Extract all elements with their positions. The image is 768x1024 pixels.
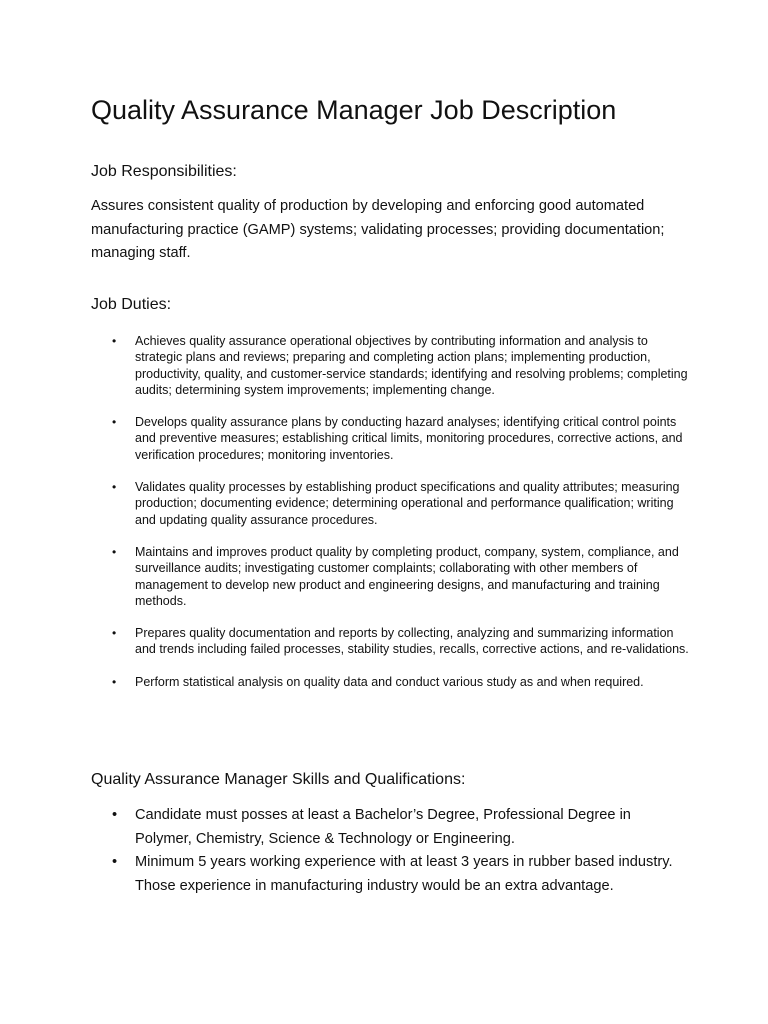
duty-item [91,544,691,609]
duty-item [91,414,691,463]
document-title: Quality Assurance Manager Job Description [91,95,617,125]
skill-text: Candidate must posses at least a Bachelor’s Degree, Professional Degree in Polymer, Chemistry, Science & Technology or Engineering. [135,807,631,847]
duty-text: Achieves quality assurance operational objectives by contributing information and analysis to strategic plans and reviews; preparing and completing action plans; implementing production, productivity, quality, and customer-service standards; identifying and resolving problems; completing audits; determining system improvements; implementing change. [135,334,688,397]
bullet-icon: • [112,480,117,495]
bullet-icon: • [112,544,117,559]
duty-item [91,333,691,398]
duties-heading: Job Duties: [91,296,172,313]
skill-item [91,804,691,851]
duty-item [91,625,691,658]
bullet-icon: • [112,415,117,430]
bullet-icon: • [112,854,118,870]
duty-item [91,674,691,690]
duty-text: Perform statistical analysis on quality data and conduct various study as and when required. [135,674,644,689]
bullet-icon: • [112,334,117,348]
bullet-icon: • [112,807,118,823]
duties-list [91,333,691,706]
duty-text: Develops quality assurance plans by conducting hazard analyses; identifying critical control points and preventive measures; establishing critical limits, monitoring procedures, corrective actions, and verification procedures; monitoring inventories. [135,415,683,462]
skills-list [91,804,691,898]
skill-text: Minimum 5 years working experience with at least 3 years in rubber based industry. Those experience in manufacturing industry would be an extra advantage. [135,854,673,894]
duty-text: Validates quality processes by establishing product specifications and quality attributes; measuring production; documenting evidence; determining operational and performance qualification; writing and updating quality assurance procedures. [135,480,680,527]
skill-item [91,851,691,898]
responsibilities-paragraph: Assures consistent quality of production by developing and enforcing good automated manufacturing practice (GAMP) systems; validating processes; providing documentation; managing staff. [91,198,665,261]
bullet-icon: • [112,674,117,689]
duty-item [91,479,691,528]
duty-text: Maintains and improves product quality by completing product, company, system, compliance, and surveillance audits; investigating customer complaints; collaborating with other members of management to develop new product and engineering designs, and manufacturing and training methods. [135,544,679,608]
skills-heading: Quality Assurance Manager Skills and Qualifications: [91,771,466,788]
bullet-icon: • [112,626,117,641]
duty-text: Prepares quality documentation and reports by collecting, analyzing and summarizing information and trends including failed processes, stability studies, recalls, corrective actions, and re-validations. [135,626,689,657]
responsibilities-heading: Job Responsibilities: [91,163,237,180]
